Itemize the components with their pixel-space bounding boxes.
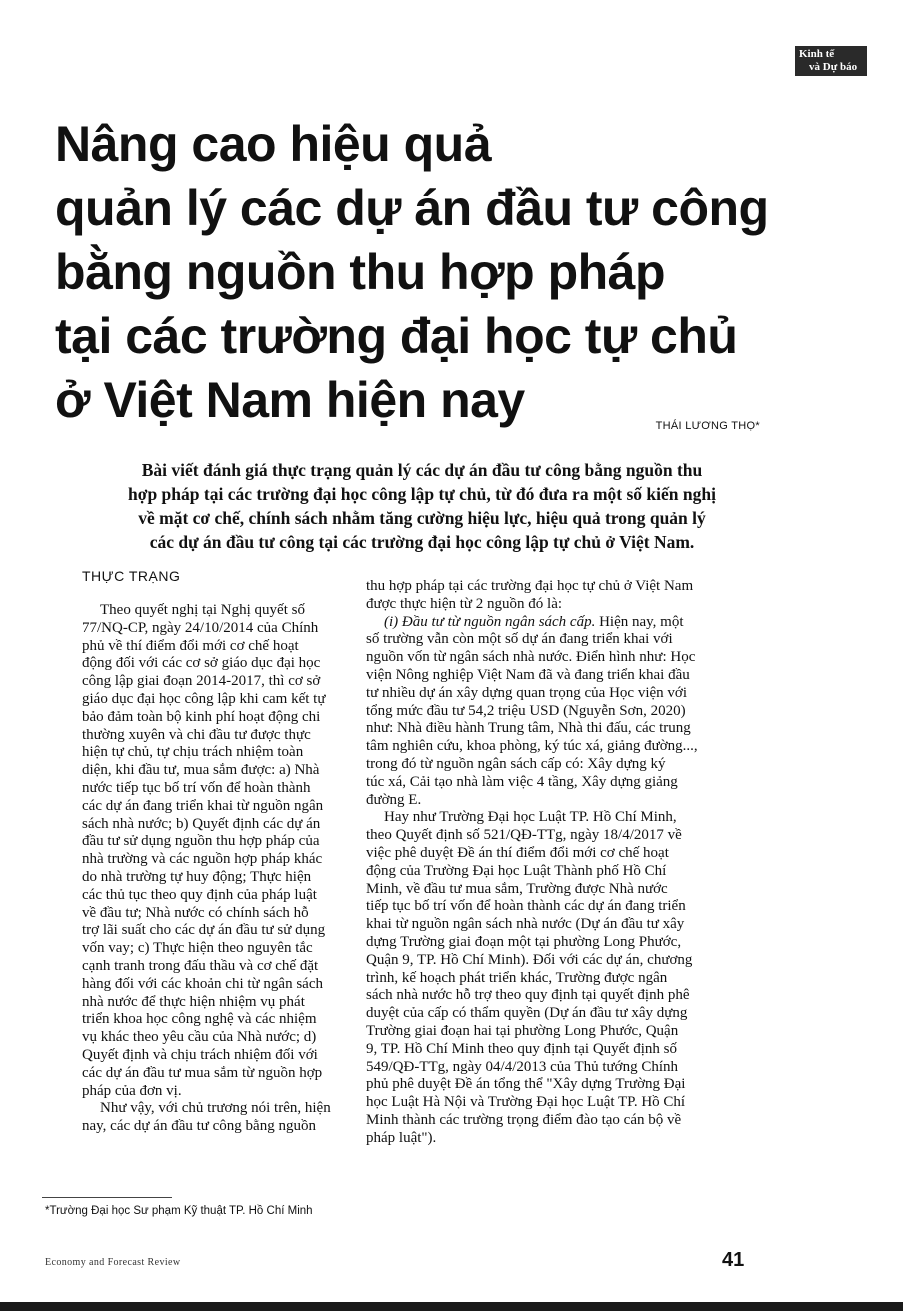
text-line: tư nhiều dự án xây dựng quan trọng của Học viện với xyxy=(366,684,687,701)
text-line: 9, TP. Hồ Chí Minh theo quy định tại Quyết định số xyxy=(366,1040,677,1057)
text-line: số trường vẫn còn một số dự án đang triển khai với xyxy=(366,631,673,648)
article-title xyxy=(55,112,795,432)
text-line: động của Trường Đại học Luật Thành phố Hồ Chí xyxy=(366,862,667,879)
text-line: tiếp tục bố trí vốn để hoàn thành các dự án đang triển xyxy=(366,898,686,915)
left-column xyxy=(82,568,352,1136)
footnote: *Trường Đại học Sư phạm Kỹ thuật TP. Hồ Chí Minh xyxy=(45,1205,313,1217)
abstract-line: Bài viết đánh giá thực trạng quản lý các dự án đầu tư công bằng nguồn thu xyxy=(141,460,703,480)
text-line: nguồn vốn từ ngân sách nhà nước. Điển hình như: Học xyxy=(366,649,696,666)
text-line: do nhà trường tự huy động; Thực hiện xyxy=(82,868,312,885)
abstract-line: về mặt cơ chế, chính sách nhằm tăng cường hiệu lực, hiệu quả trong quản lý xyxy=(138,508,706,528)
text-line: sách nhà nước; b) Quyết định các dự án xyxy=(82,815,321,832)
text-line: nước tiếp tục bố trí vốn để hoàn thành xyxy=(82,779,311,796)
text-line: thường xuyên và chi đầu tư được thực xyxy=(82,726,311,743)
bottom-rule xyxy=(0,1302,903,1311)
footnote-divider xyxy=(42,1197,172,1198)
text-line: viện Nông nghiệp Việt Nam đã và đang triển khai đầu xyxy=(366,666,690,683)
abstract-line: hợp pháp tại các trường đại học công lập tự chủ, từ đó đưa ra một số kiến nghị xyxy=(128,484,716,504)
text-line: đường E. xyxy=(366,791,422,808)
text-line: nhà trường và các nguồn hợp pháp khác xyxy=(82,851,323,868)
text-line: triển khoa học công nghệ và các nhiệm xyxy=(82,1011,317,1028)
text-line: việc phê duyệt Đề án thí điểm đổi mới cơ chế hoạt xyxy=(366,844,669,861)
text-line: tâm nghiên cứu, khoa phòng, ký túc xá, giảng đường..., xyxy=(366,738,698,755)
text-line: Trường giai đoạn hai tại phường Long Phước, Quận xyxy=(366,1022,679,1039)
author-name: THÁI LƯƠNG THỌ* xyxy=(655,420,760,432)
text-line: hàng đối với các khoản chi từ ngân sách xyxy=(82,975,323,992)
text-line: Quận 9, TP. Hồ Chí Minh). Đối với các dự án, chương xyxy=(366,951,693,968)
text-line: động đối với các cơ sở giáo dục đại học xyxy=(82,655,321,672)
text-line: được thực hiện từ 2 nguồn đó là: xyxy=(366,595,563,612)
text-line: Theo quyết nghị tại Nghị quyết số xyxy=(100,602,305,618)
text-line: pháp luật"). xyxy=(366,1129,437,1146)
text-line: trợ lãi suất cho các dự án đầu tư sử dụng xyxy=(82,922,326,939)
text-line: Minh, về đầu tư mua sắm, Trường được Nhà nước xyxy=(366,880,668,897)
text-line: Như vậy, với chủ trương nói trên, hiện xyxy=(100,1100,331,1117)
abstract xyxy=(62,458,782,554)
text-line: phủ phê duyệt Đề án tổng thể "Xây dựng Trường Đại xyxy=(366,1076,686,1093)
text-line: dựng Trường giai đoạn một tại phường Long Phước, xyxy=(366,933,682,950)
section-heading: THỰC TRẠNG xyxy=(82,568,181,584)
text-line: khai từ nguồn ngân sách nhà nước (Dự án đầu tư xây xyxy=(366,916,685,933)
text-line xyxy=(366,614,780,632)
text-line: trình, kế hoạch phát triển khác, Trường được ngân xyxy=(366,969,668,986)
title-line: ở Việt Nam hiện nay xyxy=(55,372,525,428)
text-line: đầu tư sử dụng nguồn thu hợp pháp của xyxy=(82,833,320,850)
text-line: sách nhà nước hỗ trợ theo quy định tại quyết định phê xyxy=(366,987,690,1004)
text-line: thu hợp pháp tại các trường đại học tự chủ ở Việt Nam xyxy=(366,578,694,594)
text-line-rest: Hiện nay, một xyxy=(599,613,684,630)
text-line: học Luật Hà Nội và Trường Đại học Luật TP. Hồ Chí xyxy=(366,1094,686,1111)
section-badge xyxy=(795,46,867,76)
text-line: túc xá, Cải tạo nhà làm việc 4 tầng, Xây dựng giảng xyxy=(366,773,678,790)
section-badge-line2: và Dự báo xyxy=(809,61,858,73)
text-line: duyệt của cấp có thẩm quyền (Dự án đầu tư xây dựng xyxy=(366,1005,688,1022)
text-line: công lập giai đoạn 2014-2017, thì cơ sở xyxy=(82,673,321,690)
text-line: giáo dục đại học công lập khi cam kết tự xyxy=(82,690,326,707)
text-line: hiện tự chủ, tự chịu trách nhiệm toàn xyxy=(82,744,304,761)
text-line: Minh thành các trường trọng điểm đào tạo cán bộ về xyxy=(366,1111,682,1128)
text-line: diện, khi đầu tư, mua sắm được: a) Nhà xyxy=(82,762,320,779)
text-line: các dự án đầu tư mua sắm từ nguồn hợp xyxy=(82,1064,323,1081)
text-line: 549/QĐ-TTg, ngày 04/4/2013 của Thủ tướng Chính xyxy=(366,1058,679,1075)
text-line: nay, các dự án đầu tư công bằng nguồn xyxy=(82,1118,316,1135)
text-line: phủ về thí điểm đổi mới cơ chế hoạt xyxy=(82,637,299,654)
title-line: tại các trường đại học tự chủ xyxy=(55,308,738,364)
title-line: Nâng cao hiệu quả xyxy=(55,116,492,172)
right-column-body xyxy=(366,578,780,1148)
title-line: bằng nguồn thu hợp pháp xyxy=(55,244,666,300)
journal-name: Economy and Forecast Review xyxy=(45,1257,181,1268)
text-line: các dự án đang triển khai từ nguồn ngân xyxy=(82,797,324,814)
right-column xyxy=(366,578,780,1148)
text-line: vụ khác theo yêu cầu của Nhà nước; d) xyxy=(82,1029,317,1046)
text-line: như: Nhà điều hành Trung tâm, Nhà thi đấu, các trung xyxy=(366,720,691,737)
text-line: theo Quyết định số 521/QĐ-TTg, ngày 18/4/2017 về xyxy=(366,827,682,844)
text-line: Hay như Trường Đại học Luật TP. Hồ Chí Minh, xyxy=(384,809,677,826)
page-number: 41 xyxy=(722,1249,745,1271)
text-line: 77/NQ-CP, ngày 24/10/2014 của Chính xyxy=(82,619,319,636)
section-badge-line1: Kinh tế xyxy=(799,48,835,60)
text-line: nhà nước để thực hiện nhiệm vụ phát xyxy=(82,993,305,1010)
text-line: cạnh tranh trong đấu thầu và cơ chế đặt xyxy=(82,957,319,974)
text-line: về đầu tư; Nhà nước có chính sách hỗ xyxy=(82,904,309,921)
title-line: quản lý các dự án đầu tư công xyxy=(55,180,769,236)
text-line: pháp của đơn vị. xyxy=(82,1082,182,1099)
text-line: bảo đảm toàn bộ kinh phí hoạt động chi xyxy=(82,708,321,725)
text-line: vốn vay; c) Thực hiện theo nguyên tắc xyxy=(82,940,313,957)
left-column-body xyxy=(82,602,352,1136)
text-line: các thủ tục theo quy định của pháp luật xyxy=(82,886,317,903)
abstract-line: các dự án đầu tư công tại các trường đại học công lập tự chủ ở Việt Nam. xyxy=(149,532,695,552)
text-line: trong đó từ nguồn ngân sách cấp có: Xây dựng ký xyxy=(366,755,666,772)
text-line: Quyết định và chịu trách nhiệm đối với xyxy=(82,1046,318,1063)
text-line: tổng mức đầu tư 54,2 triệu USD (Nguyễn Sơn, 2020) xyxy=(366,702,686,719)
subsection-lead: (i) Đầu tư từ nguồn ngân sách cấp. xyxy=(384,613,596,630)
